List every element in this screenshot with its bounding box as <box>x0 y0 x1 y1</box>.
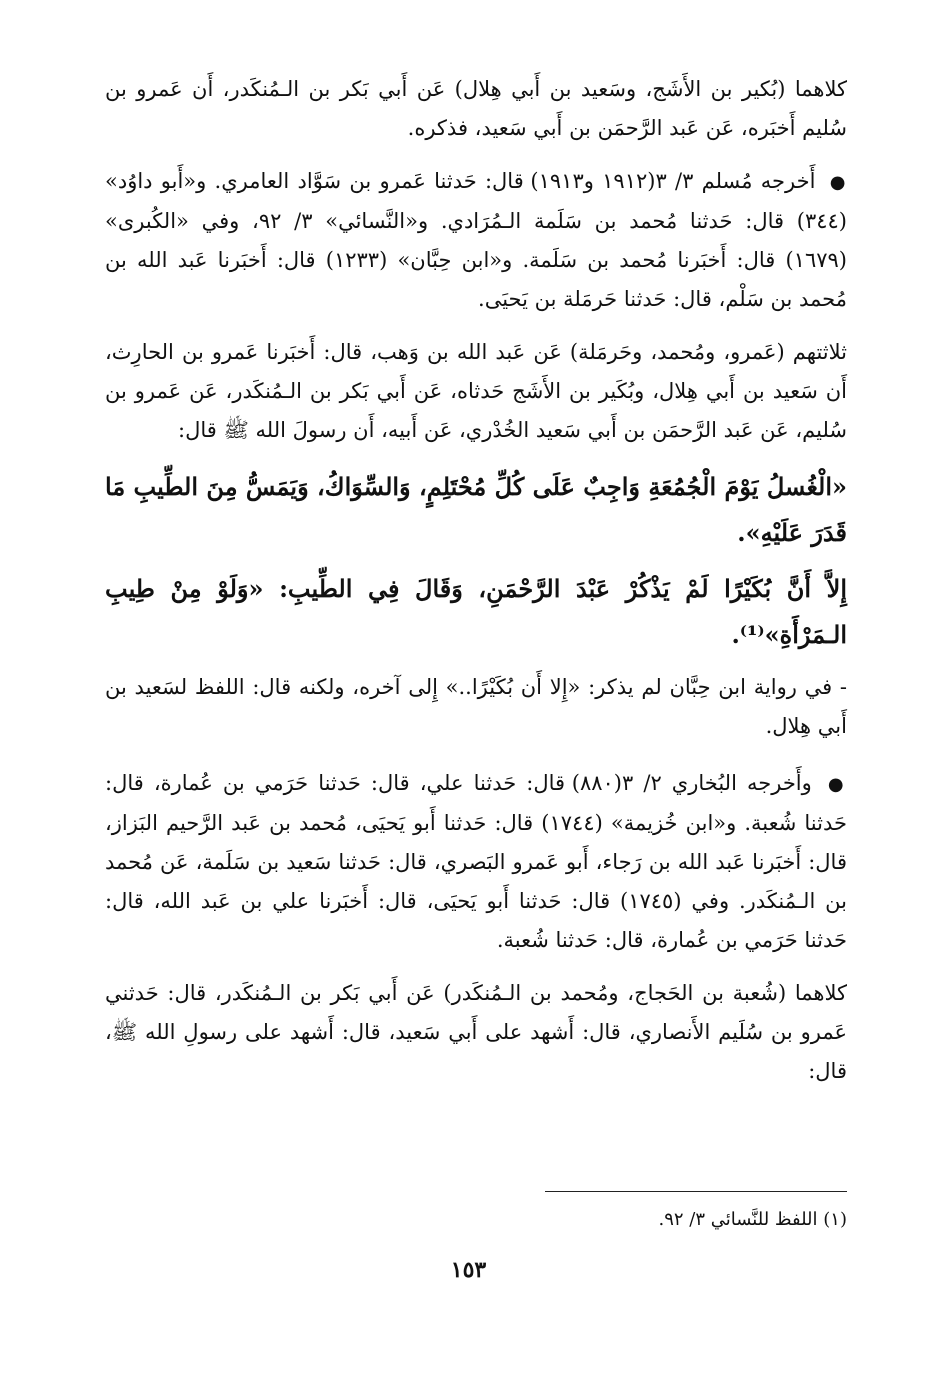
footnote-divider <box>545 1191 847 1192</box>
hadith-text: «الْغُسلُ يَوْمَ الْجُمُعَةِ وَاجِبٌ عَلَى كُلِّ مُحْتَلِمٍ، وَالسِّوَاكُ، وَيَمَسُّ مِنَ الطِّيبِ مَا قَدَرَ عَلَيْهِ». <box>105 472 847 547</box>
paragraph-2-text: أَخرجه مُسلم ٣/ ٣(١٩١٢ و١٩١٣) قال: حَدثنا عَمرو بن سَوَّاد العامري. و«أَبو داوُد» (٣٤٤) قال: حَدثنا مُحمد بن سَلَمة الـمُرَادي. و«النَّسائي» ٣/ ٩٢، وفي «الكُبرى» (١٦٧٩) قال: أَخبَرنا مُحمد بن سَلَمة. و«ابن حِبَّان» (١٢٣٣) قال: أَخبَرنا عَبد الله بن مُحمد بن سَلْم، قال: حَدثنا حَرمَلة بن يَحيَى. <box>105 169 847 311</box>
paragraph-8: كلاهما (شُعبة بن الحَجاج، ومُحمد بن الـمُنكَدر) عَن أَبي بَكر بن الـمُنكَدر، قال: حَدثني عَمرو بن سُلَيم الأَنصاري، قال: أَشهد على أَبي سَعيد، قال: أَشهد على رسولِ الله ﷺ، قال: <box>105 981 847 1083</box>
page-body <box>105 70 847 1105</box>
hadith-variant: إِلاَّ أَنَّ بُكَيْرًا لَمْ يَذْكُرْ عَبْدَ الرَّحْمَنِ، وَقَالَ فِي الطِّيبِ: «وَلَوْ مِنْ طِيبِ الـمَرْأَةِ»⁽¹⁾. <box>105 574 847 649</box>
paragraph-7-text: وأَخرجه البُخاري ٢/ ٣(٨٨٠) قال: حَدثنا علي، قال: حَدثنا حَرَمي بن عُمارة، قال: حَدثنا شُعبة. و«ابن خُزيمة» (١٧٤٤) قال: حَدثنا أَبو يَحيَى، مُحمد بن عَبد الرَّحيم البَزاز، قال: أَخبَرنا عَبد الله بن رَجاء، أَبو عَمرو البَصري، قال: حَدثنا سَعيد بن سَلَمة، عَن مُحمد بن الـمُنكَدر. وفي (١٧٤٥) قال: حَدثنا أَبو يَحيَى، قال: أَخبَرنا علي بن عَبد الله، قال: حَدثنا حَرَمي بن عُمارة، قال: حَدثنا شُعبة. <box>105 771 847 952</box>
paragraph-1: كلاهما (بُكير بن الأَشَج، وسَعيد بن أَبي هِلال) عَن أَبي بَكر بن الـمُنكَدر، أَن عَمرو بن سُليم أَخبَره، عَن عَبد الرَّحمَن بن أَبي سَعيد، فذكره. <box>105 77 847 140</box>
narration-note: - في رواية ابن حِبَّان لم يذكر: «إِلا أَن بُكَيْرًا..» إِلى آخره، ولكنه قال: اللفظ لسَعيد بن أَبي هِلال. <box>105 675 847 738</box>
paragraph-3: ثلاثتهم (عَمرو، ومُحمد، وحَرمَلة) عَن عَبد الله بن وَهب، قال: أَخبَرنا عَمرو بن الحارِث، أَن سَعيد بن أَبي هِلال، وبُكَير بن الأَشَج حَدثاه، عَن أَبي بَكر بن الـمُنكَدر، عَن عَمرو بن سُليم، عَن عَبد الرَّحمَن بن أَبي سَعيد الخُدْري، عَن أَبيه، أَن رسولَ الله ﷺ قال: <box>105 340 847 442</box>
bullet-icon: ● <box>829 172 847 193</box>
paragraph-7 <box>105 764 847 960</box>
paragraph-2 <box>105 162 847 319</box>
bullet-icon: ● <box>827 774 847 795</box>
page-number: ١٥٣ <box>450 1257 487 1283</box>
footnote: (١) اللفظ للنَّسائي ٣/ ٩٢. <box>658 1209 847 1230</box>
